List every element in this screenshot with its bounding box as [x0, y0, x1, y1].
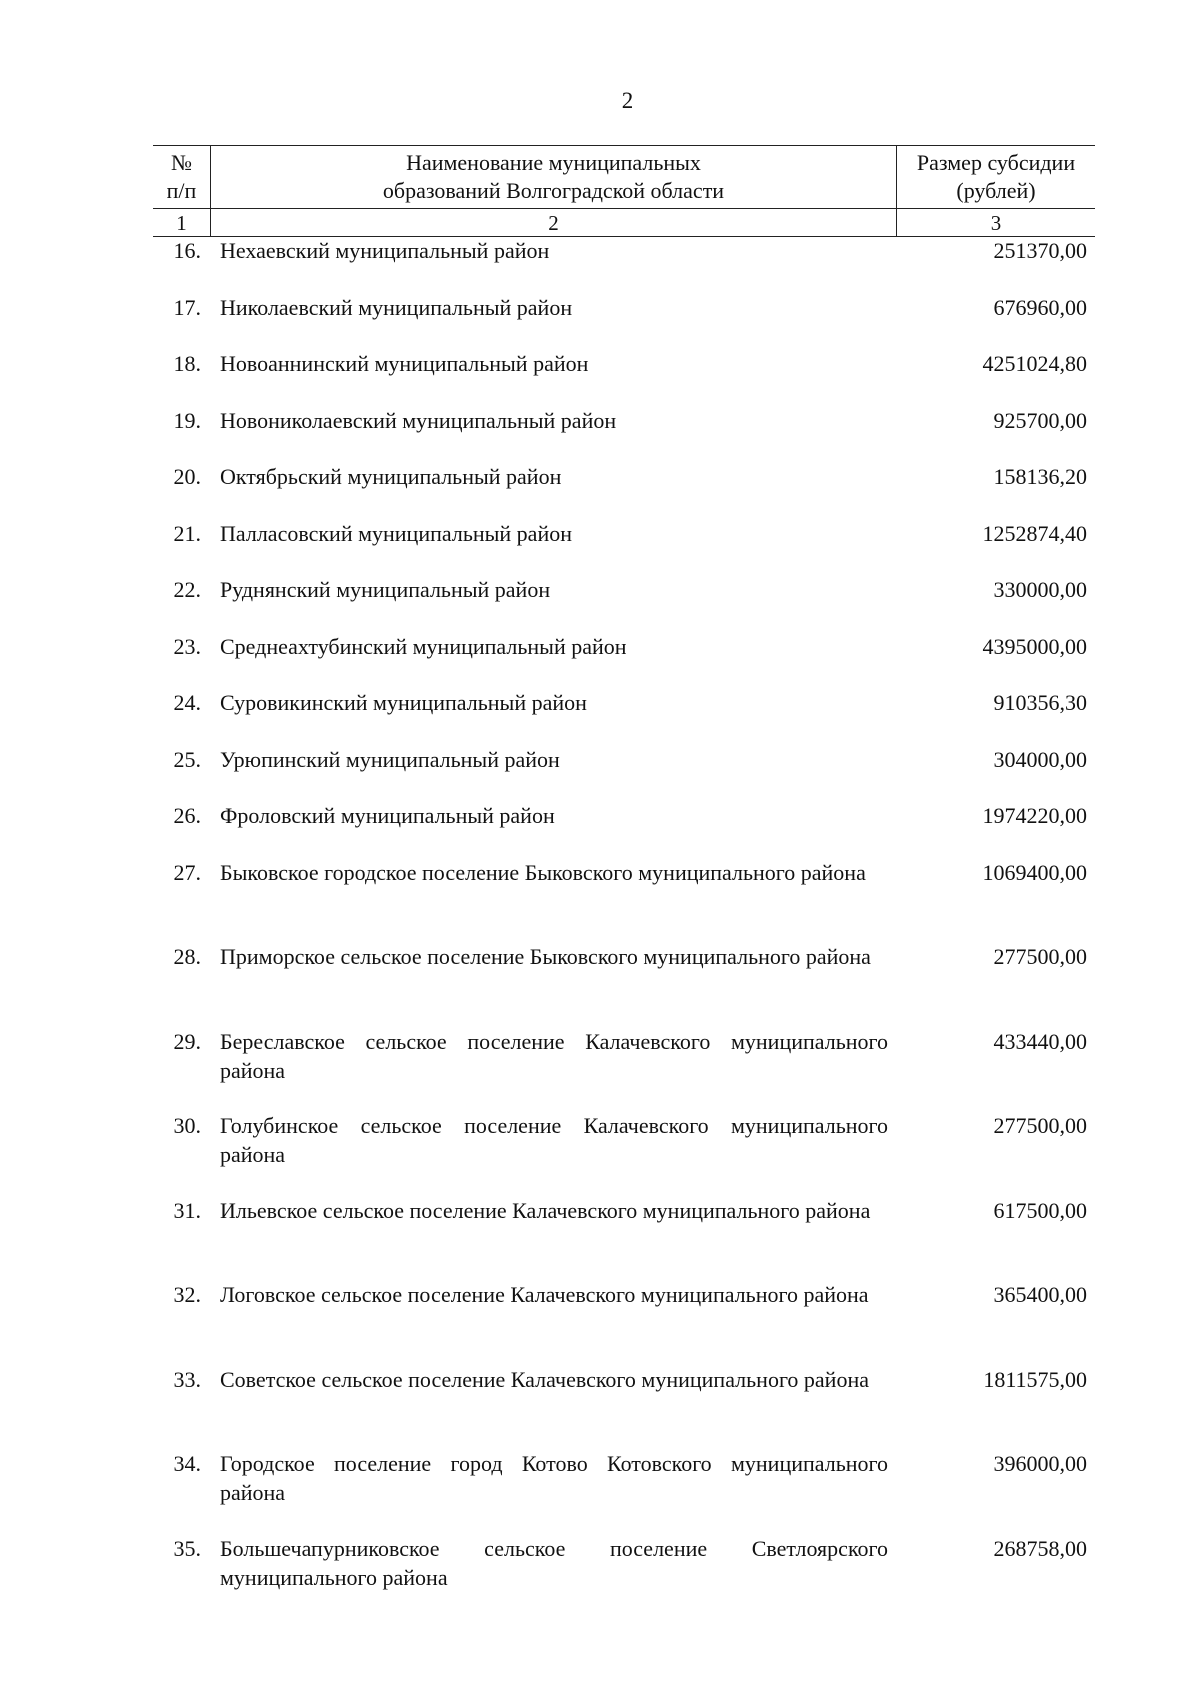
row-number: 34.	[173, 1451, 201, 1476]
row-number: 30.	[173, 1113, 201, 1138]
header-col-name-line1: Наименование муниципальных	[406, 150, 701, 175]
row-number: 23.	[173, 633, 201, 659]
header-col-amount	[897, 146, 1095, 208]
row-number: 16.	[173, 238, 201, 263]
table-row	[153, 801, 1095, 858]
row-number: 19.	[173, 407, 201, 433]
header-num-2: 2	[211, 209, 897, 236]
row-amount: 304000,00	[993, 746, 1087, 772]
row-name: Николаевский муниципальный район	[220, 294, 573, 320]
row-name: Логовское сельское поселение Калачевского муниципального района	[220, 1282, 869, 1307]
row-number: 21.	[173, 520, 201, 546]
table-row	[153, 1196, 1095, 1281]
header-col-amount-line2: (рублей)	[956, 178, 1036, 203]
row-amount: 1811575,00	[983, 1366, 1087, 1392]
table-row	[153, 349, 1095, 406]
row-amount: 396000,00	[993, 1451, 1087, 1476]
table-row	[153, 858, 1095, 943]
table-row	[153, 1534, 1095, 1619]
header-number-row	[153, 208, 1095, 236]
row-name: Октябрьский муниципальный район	[220, 464, 562, 489]
row-number: 29.	[173, 1028, 201, 1054]
row-amount: 277500,00	[993, 1113, 1087, 1138]
row-number: 35.	[173, 1535, 201, 1561]
row-number: 33.	[173, 1366, 201, 1392]
row-name: Новоаннинский муниципальный район	[220, 351, 589, 376]
row-amount: 251370,00	[993, 238, 1087, 263]
row-amount: 330000,00	[993, 577, 1087, 602]
row-amount: 277500,00	[993, 944, 1087, 969]
row-name: Урюпинский муниципальный район	[220, 746, 560, 772]
table-row	[153, 688, 1095, 745]
table-row	[153, 1111, 1095, 1196]
row-number: 18.	[173, 351, 201, 376]
row-name: Среднеахтубинский муниципальный район	[220, 633, 627, 659]
row-name: Суровикинский муниципальный район	[220, 690, 587, 715]
table-row	[153, 1280, 1095, 1365]
row-amount: 1974220,00	[982, 803, 1087, 828]
table-header	[153, 145, 1095, 237]
row-number: 27.	[173, 859, 201, 885]
header-col-amount-line1: Размер субсидии	[916, 150, 1076, 175]
header-num-3: 3	[990, 210, 1002, 235]
table-row	[153, 632, 1095, 689]
row-name: Быковское городское поселение Быковского муниципального района	[220, 859, 866, 885]
page-number: 2	[621, 88, 634, 113]
table-row	[153, 462, 1095, 519]
table-row	[153, 406, 1095, 463]
row-number: 26.	[173, 803, 201, 828]
table-row	[153, 1365, 1095, 1450]
row-number: 32.	[173, 1282, 201, 1307]
row-amount: 617500,00	[993, 1197, 1087, 1223]
row-name: Палласовский муниципальный район	[220, 520, 572, 546]
row-number: 25.	[173, 746, 201, 772]
row-name: Голубинское сельское поселение Калачевского муниципального района	[220, 1113, 888, 1167]
header-num-1: 1	[153, 209, 211, 236]
row-amount: 1252874,40	[982, 520, 1087, 546]
row-name: Городское поселение город Котово Котовского муниципального района	[220, 1451, 888, 1505]
table-row	[153, 745, 1095, 802]
table-body	[153, 236, 1095, 1618]
row-name: Нехаевский муниципальный район	[220, 238, 550, 263]
row-name: Руднянский муниципальный район	[220, 577, 551, 602]
row-amount: 158136,20	[993, 464, 1087, 489]
table-row	[153, 575, 1095, 632]
row-number: 24.	[173, 690, 201, 715]
header-row	[153, 146, 1095, 208]
row-number: 31.	[173, 1197, 201, 1223]
table-row	[153, 1027, 1095, 1112]
row-number: 17.	[173, 294, 201, 320]
row-amount: 268758,00	[993, 1535, 1087, 1561]
header-col-number-line2: п/п	[166, 178, 197, 203]
table-row	[153, 519, 1095, 576]
header-col-number-line1: №	[171, 150, 192, 175]
row-number: 28.	[173, 944, 201, 969]
table-row	[153, 1449, 1095, 1534]
row-amount: 676960,00	[993, 294, 1087, 320]
row-number: 20.	[173, 464, 201, 489]
row-name: Фроловский муниципальный район	[220, 803, 555, 828]
row-amount: 910356,30	[993, 690, 1087, 715]
header-col-number	[153, 146, 211, 208]
row-name: Приморское сельское поселение Быковского муниципального района	[220, 944, 871, 969]
row-name: Ильевское сельское поселение Калачевского муниципального района	[220, 1197, 871, 1223]
row-number: 22.	[173, 577, 201, 602]
row-name: Береславское сельское поселение Калачевского муниципального района	[220, 1028, 888, 1083]
row-amount: 1069400,00	[982, 859, 1087, 885]
header-col-name-line2: образований Волгоградской области	[382, 178, 725, 203]
table-row	[153, 293, 1095, 350]
row-amount: 365400,00	[993, 1282, 1087, 1307]
table-row	[153, 236, 1095, 293]
table-row	[153, 942, 1095, 1027]
row-amount: 4251024,80	[982, 351, 1087, 376]
header-col-name	[211, 146, 897, 208]
row-name: Новониколаевский муниципальный район	[220, 407, 617, 433]
row-amount: 4395000,00	[982, 633, 1087, 659]
row-name: Большечапурниковское сельское поселение Светлоярского муниципального района	[220, 1535, 888, 1590]
row-amount: 433440,00	[993, 1028, 1087, 1054]
row-amount: 925700,00	[993, 407, 1087, 433]
row-name: Советское сельское поселение Калачевского муниципального района	[220, 1366, 869, 1392]
